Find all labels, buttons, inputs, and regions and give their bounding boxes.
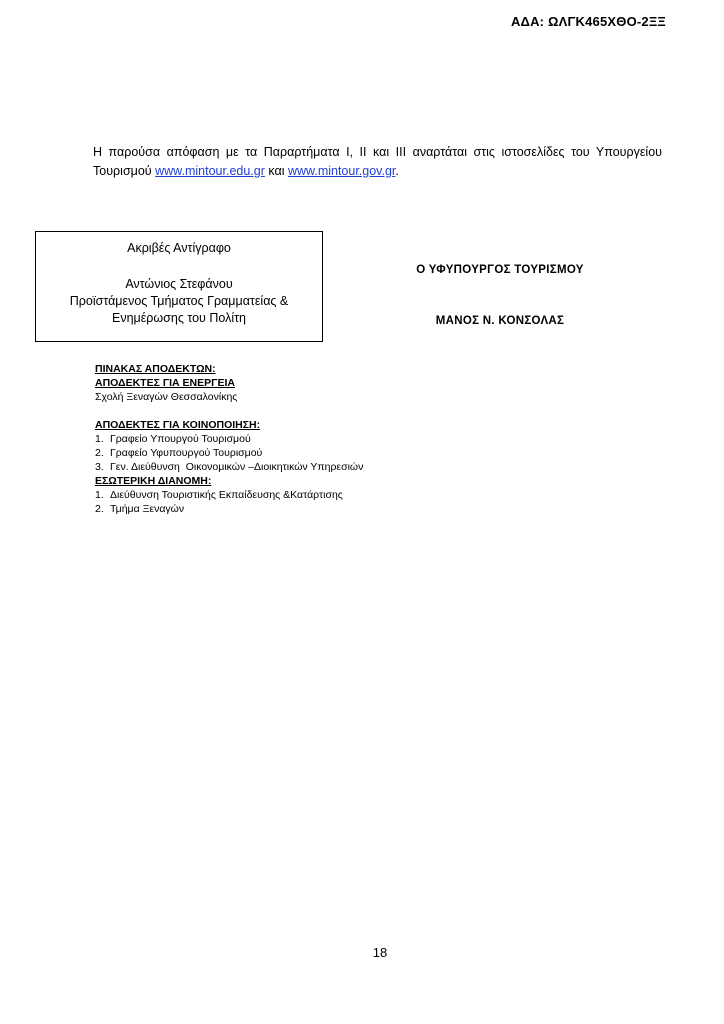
internal-distribution-heading: ΕΣΩΤΕΡΙΚΗ ΔΙΑΝΟΜΗ:: [95, 475, 212, 487]
list-item-text: Διεύθυνση Τουριστικής Εκπαίδευσης &Κατάρτισης: [110, 489, 343, 501]
notification-recipients-heading: ΑΠΟΔΕΚΤΕΣ ΓΙΑ ΚΟΙΝΟΠΟΙΗΣΗ:: [95, 419, 261, 431]
certifier-role-line1: Προϊστάμενος Τμήματος Γραμματείας &: [69, 294, 289, 308]
intro-paragraph: [93, 143, 662, 181]
link-mintour-gov[interactable]: www.mintour.gov.gr: [287, 164, 396, 178]
recipients-section: [95, 362, 495, 516]
intro-text-before: Η παρούσα απόφαση με τα Παραρτήματα Ι, ΙΙ και ΙΙΙ αναρτάται στις ιστοσελίδες του Υπουργείου Τουρισμού: [93, 145, 662, 178]
certified-copy-title: Ακριβές Αντίγραφο: [127, 241, 231, 255]
list-item-text: Γραφείο Υπουργού Τουρισμού: [110, 433, 251, 445]
internal-distribution-list: [95, 488, 495, 516]
action-recipients-heading: ΑΠΟΔΕΚΤΕΣ ΓΙΑ ΕΝΕΡΓΕΙΑ: [95, 377, 235, 389]
list-item: [95, 432, 495, 446]
list-item-number: 1.: [95, 489, 104, 501]
list-item-number: 3.: [95, 461, 104, 473]
certifier-name: Αντώνιος Στεφάνου: [125, 277, 233, 291]
signatory-name: ΜΑΝΟΣ Ν. ΚΟΝΣΟΛΑΣ: [435, 315, 565, 327]
notification-recipients-list: [95, 432, 495, 474]
list-item-text: Γραφείο Υφυπουργού Τουρισμού: [110, 447, 263, 459]
list-item-number: 2.: [95, 503, 104, 515]
signatory-title: Ο ΥΦΥΠΟΥΡΓΟΣ ΤΟΥΡΙΣΜΟΥ: [416, 264, 584, 276]
list-item: [95, 446, 495, 460]
link-mintour-edu[interactable]: www.mintour.edu.gr: [155, 164, 265, 178]
ada-code: ΑΔΑ: ΩΛΓΚ465ΧΘΟ-2ΞΞ: [510, 14, 666, 29]
list-item-text: Γεν. Διεύθυνση Οικονομικών –Διοικητικών Υπηρεσιών: [110, 461, 364, 473]
intro-text-middle: και: [264, 164, 288, 178]
certifier-role-line2: Ενημέρωσης του Πολίτη: [111, 311, 247, 325]
list-item-number: 1.: [95, 433, 104, 445]
recipients-table-heading: ΠΙΝΑΚΑΣ ΑΠΟΔΕΚΤΩΝ:: [95, 363, 216, 375]
intro-text-after: .: [395, 164, 399, 178]
list-item-text: Τμήμα Ξεναγών: [110, 503, 185, 515]
list-item: [95, 502, 495, 516]
list-item: [95, 488, 495, 502]
action-recipient-item: Σχολή Ξεναγών Θεσσαλονίκης: [95, 391, 238, 403]
list-item-number: 2.: [95, 447, 104, 459]
list-item: [95, 460, 495, 474]
page-number: 18: [372, 945, 388, 960]
certified-copy-box: [35, 231, 323, 342]
